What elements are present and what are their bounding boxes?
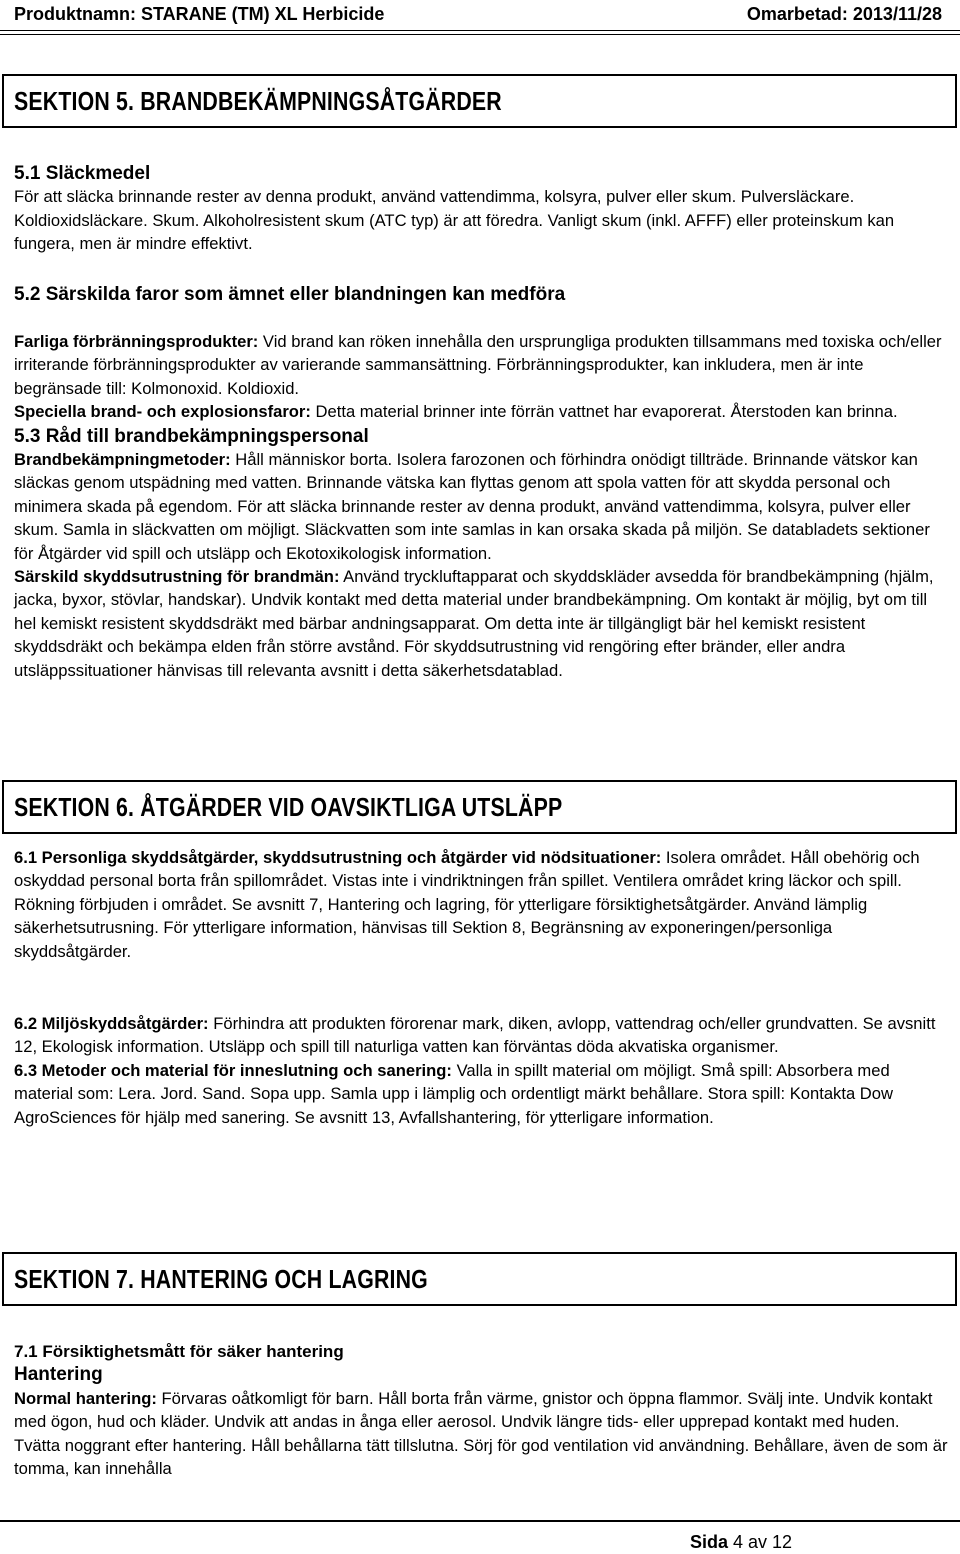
text-6-1: Isolera området. Håll obehörig och oskyddad personal borta från spillområdet. Vistas inte i vindriktningen från spillet. Ventilera området kring läckor och spill. Rökning förbjuden i området. Se avsnitt 7, Hantering och lagring, för ytterligare försiktighetsåtgärder. Använd lämplig säkerhetsutrusning. För ytterligare information, hänvisas till Sektion 8, Begränsning av exponeringen/personliga skyddsåtgärder.	[14, 848, 920, 961]
section-7-title: SEKTION 7. HANTERING OCH LAGRING	[14, 1264, 428, 1294]
header-rule-bottom	[0, 34, 960, 35]
paragraph-6-2	[14, 1012, 949, 1059]
product-name: Produktnamn: STARANE (TM) XL Herbicide	[14, 4, 385, 24]
heading-5-1: 5.1 Släckmedel	[14, 163, 151, 184]
text-firefighting-methods: Håll människor borta. Isolera farozonen och förhindra onödigt tillträde. Brinnande vätskor kan släckas genom utspädning med vatten. Brinnande vätska kan flyttas genom att spola vatten för att skydda personal och minimera skada på egendom. För att släcka brinnande rester av denna produkt, använd vattendimma, kolsyra, pulver eller skum. Samla in släckvatten om möjligt. Släckvatten som inte samlas in kan orsaka skada på miljön. Se databladets sektioner för Åtgärder vid spill och utsläpp och Ekotoxikologisk information.	[14, 450, 930, 563]
section-6-title: SEKTION 6. ÅTGÄRDER VID OAVSIKTLIGA UTSLÄPP	[14, 792, 563, 822]
paragraph-protective-equipment	[14, 565, 949, 682]
section-5-2-body	[14, 330, 949, 682]
label-6-2: 6.2 Miljöskyddsåtgärder:	[14, 1014, 209, 1033]
heading-5-2: 5.2 Särskilda faror som ämnet eller blandningen kan medföra	[14, 284, 566, 305]
paragraph-explosion-hazards	[14, 400, 949, 423]
header-rule-top	[0, 30, 960, 31]
paragraph-firefighting-methods	[14, 448, 949, 565]
paragraph-normal-handling	[14, 1387, 949, 1481]
revision-date: Omarbetad: 2013/11/28	[746, 4, 942, 24]
label-combustion-products: Farliga förbränningsprodukter:	[14, 332, 259, 351]
label-normal-handling: Normal hantering:	[14, 1388, 157, 1408]
text-explosion-hazards: Detta material brinner inte förrän vattnet har evaporerat. Återstoden kan brinna.	[310, 402, 898, 422]
page-header	[14, 0, 942, 28]
label-protective-equipment: Särskild skyddsutrustning för brandmän:	[14, 567, 340, 587]
text-combustion-products: Vid brand kan röken innehålla den ursprungliga produkten tillsammans med toxiska och/eller irriterande förbränningsprodukter av varierande sammansättning. Förbränningsprodukter, kan inkludera, men är inte begränsade till: Kolmonoxid. Koldioxid.	[14, 332, 942, 398]
section-7-1	[14, 1340, 949, 1480]
label-6-1: 6.1 Personliga skyddsåtgärder, skyddsutrustning och åtgärder vid nödsituationer:	[14, 848, 662, 867]
paragraph-combustion-products	[14, 330, 949, 400]
label-firefighting-methods: Brandbekämpningmetoder:	[14, 450, 231, 470]
heading-7-1: 7.1 Försiktighetsmått för säker hantering	[14, 1342, 344, 1361]
text-normal-handling: Förvaras oåtkomligt för barn. Håll borta från värme, gnistor och öppna flammor. Svälj inte. Undvik kontakt med ögon, hud och kläder. Undvik att andas in ånga eller aerosol. Undvik längre tids- eller upprepad kontakt med huden. Tvätta noggrant efter hantering. Håll behållarna tätt tillslutna. Sörj för god ventilation vid användning. Behållare, även de som är tomma, kan innehålla	[14, 1388, 948, 1479]
label-explosion-hazards: Speciella brand- och explosionsfaror:	[14, 402, 311, 422]
text-6-2: Förhindra att produkten förorenar mark, diken, avlopp, vattendrag och/eller grundvatten. Se avsnitt 12, Ekologisk information. Utsläpp och spill till naturliga vatten kan förväntas döda akvatiska organismer.	[14, 1014, 936, 1057]
text-5-1: För att släcka brinnande rester av denna produkt, använd vattendimma, kolsyra, pulver eller skum. Pulversläckare. Koldioxidsläckare. Skum. Alkoholresistent skum (ATC typ) är att föredra. Vanligt skum (inkl. AFFF) eller proteinskum kan fungera, men är mindre effektivt.	[14, 187, 895, 254]
label-6-3: 6.3 Metoder och material för inneslutning och sanering:	[14, 1060, 452, 1080]
page-number: 4 av 12	[728, 1532, 793, 1552]
text-protective-equipment: Använd tryckluftapparat och skyddskläder avsedda för brandbekämpning (hjälm, jacka, byxor, stövlar, handskar). Undvik kontakt med detta material under brandbekämpning. Om kontakt är möjlig, byt om till hel kemiskt resistent skyddsdräkt med bärbar andningsapparat. Om detta inte är tillgängligt bär hel kemiskt resistent skyddsdräkt och bekämpa elden från större avstånd. För skyddsutrustning vid rengöring efter bränder, eller andra utsläppssituationer hänvisas till relevanta avsnitt i detta säkerhetsdatablad.	[14, 567, 934, 680]
footer-rule	[0, 1520, 960, 1522]
section-5-title: SEKTION 5. BRANDBEKÄMPNINGSÅTGÄRDER	[14, 86, 502, 116]
paragraph-6-3	[14, 1059, 949, 1129]
heading-5-3: 5.3 Råd till brandbekämpningspersonal	[14, 425, 369, 447]
page-label: Sida	[690, 1532, 729, 1552]
section-6-2-3	[14, 1012, 949, 1129]
text-6-3: Valla in spillt material om möjligt. Små spill: Absorbera med material som: Lera. Jord. Sand. Sopa upp. Samla upp i lämplig och ordentligt märkt behållare. Stora spill: Kontakta Dow AgroSciences för hjälp med sanering. Se avsnitt 13, Avfallshantering, för ytterligare information.	[14, 1060, 893, 1127]
paragraph-6-1	[14, 846, 949, 963]
section-6-1	[14, 846, 949, 963]
page-footer	[690, 1530, 792, 1554]
section-5-2	[14, 283, 949, 306]
section-5-1	[14, 162, 949, 256]
heading-handling: Hantering	[14, 1364, 103, 1386]
